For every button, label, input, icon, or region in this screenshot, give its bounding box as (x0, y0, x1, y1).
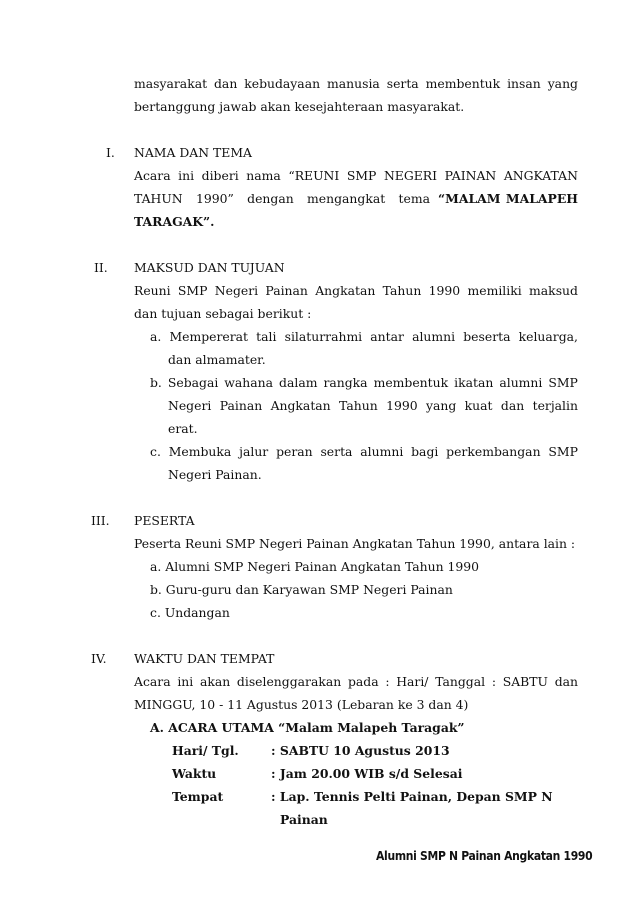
word: mengangkat (307, 191, 386, 206)
word: Sebagai (167, 375, 219, 390)
word: : (385, 674, 390, 689)
word: “REUNI (288, 168, 340, 183)
word: NEGERI (383, 168, 437, 183)
word: diselenggarakan (236, 674, 342, 689)
word: wahana (224, 375, 274, 390)
word: dan (500, 398, 525, 413)
word: yang (547, 76, 578, 91)
word: keluarga, (518, 329, 578, 344)
section-4-subtitle-a: A. ACARA UTAMA “Malam Malapeh Taragak” (150, 720, 465, 735)
section-2-item-b-line-2 (168, 398, 578, 414)
section-4-number: IV. (91, 651, 107, 666)
word: kebudayaan (244, 76, 321, 91)
word: Painan (265, 283, 308, 298)
page-footer: Alumni SMP N Painan Angkatan 1990 (376, 849, 593, 863)
intro-line-2: bertanggung jawab akan kesejahteraan masyarakat. (134, 99, 465, 114)
word: : (491, 674, 496, 689)
word: Angkatan (315, 283, 376, 298)
word: masyarakat (134, 76, 208, 91)
word: membentuk (373, 375, 449, 390)
detail-value-place: : Lap. Tennis Pelti Painan, Depan SMP N (271, 789, 553, 804)
word: PAINAN (444, 168, 497, 183)
section-2-line-1 (134, 283, 578, 299)
word: alumni (412, 329, 456, 344)
word: insan (507, 76, 541, 91)
word: alumni (499, 375, 543, 390)
word: maksud (529, 283, 578, 298)
word: Angkatan (270, 398, 331, 413)
word: Negeri (214, 283, 259, 298)
section-1-title: NAMA DAN TEMA (134, 145, 252, 160)
word: jalur (239, 444, 269, 459)
word: serta (386, 76, 419, 91)
word: tema (398, 191, 430, 206)
word: dan (554, 674, 578, 689)
word: SMP (548, 444, 578, 459)
word: ikatan (454, 375, 494, 390)
section-3-item-c: c. Undangan (150, 605, 230, 620)
word: 1990 (386, 398, 418, 413)
word: Acara (134, 674, 171, 689)
detail-value-time: : Jam 20.00 WIB s/d Selesai (271, 766, 463, 781)
word: Tahun (339, 398, 378, 413)
word: memiliki (467, 283, 522, 298)
section-1-line-2-plain (134, 191, 430, 207)
word: peran (276, 444, 313, 459)
word: antar (370, 329, 404, 344)
word: beserta (463, 329, 511, 344)
word: dengan (247, 191, 294, 206)
word: silaturrahmi (284, 329, 363, 344)
word: a. (150, 329, 162, 344)
word: SMP (177, 283, 208, 298)
word: akan (199, 674, 231, 689)
word: Mempererat (169, 329, 249, 344)
word: Painan (219, 398, 263, 413)
word: Tanggal (435, 674, 486, 689)
word: ANGKATAN (503, 168, 578, 183)
detail-label-date: Hari/ Tgl. (172, 743, 239, 758)
section-3-title: PESERTA (134, 513, 195, 528)
word: bagi (411, 444, 439, 459)
detail-value-date: : SABTU 10 Agustus 2013 (271, 743, 450, 758)
section-3-item-b: b. Guru-guru dan Karyawan SMP Negeri Painan (150, 582, 453, 597)
section-2-item-b-line-3: erat. (168, 421, 198, 436)
detail-label-place: Tempat (172, 789, 224, 804)
section-3-number: III. (91, 513, 110, 528)
word: Tahun (382, 283, 422, 298)
word: serta (320, 444, 353, 459)
word: Hari/ (396, 674, 429, 689)
word: SMP (548, 375, 578, 390)
word: MALAPEH (505, 191, 578, 206)
section-2-item-b-line-1 (150, 375, 578, 391)
section-4-line-2: MINGGU, 10 - 11 Agustus 2013 (Lebaran ke 3 dan 4) (134, 697, 469, 712)
word: SMP (346, 168, 377, 183)
word: ini (178, 168, 195, 183)
word: c. (150, 444, 161, 459)
word: nama (246, 168, 281, 183)
section-1-line-2 (134, 191, 578, 207)
section-3-item-a: a. Alumni SMP Negeri Painan Angkatan Tahun 1990 (150, 559, 480, 574)
section-1-line-1 (134, 168, 578, 184)
section-2-item-c-line-1 (150, 444, 578, 460)
word: Negeri (168, 398, 212, 413)
word: alumni (360, 444, 404, 459)
word: perkembangan (446, 444, 541, 459)
word: kuat (464, 398, 493, 413)
word: pada (347, 674, 379, 689)
section-2-item-a-line-2: dan almamater. (168, 352, 266, 367)
word: dalam (279, 375, 318, 390)
section-2-title: MAKSUD DAN TUJUAN (134, 260, 285, 275)
word: b. (150, 375, 162, 390)
word: ini (177, 674, 194, 689)
word: diberi (201, 168, 239, 183)
word: Acara (134, 168, 171, 183)
word: Reuni (134, 283, 171, 298)
section-1-line-2-bold (438, 191, 578, 207)
section-4-line-1 (134, 674, 578, 690)
word: 1990” (195, 191, 234, 206)
detail-label-time: Waktu (172, 766, 217, 781)
section-1-line-3: TARAGAK”. (134, 214, 215, 229)
detail-value-place-cont: Painan (280, 812, 328, 827)
section-1-number: I. (106, 145, 115, 160)
word: 1990 (428, 283, 461, 298)
word: dan (214, 76, 238, 91)
section-3-line-1: Peserta Reuni SMP Negeri Painan Angkatan Tahun 1990, antara lain : (134, 536, 576, 551)
section-2-line-2: dan tujuan sebagai berikut : (134, 306, 312, 321)
word: Membuka (168, 444, 232, 459)
word: terjalin (532, 398, 578, 413)
section-2-item-c-line-2: Negeri Painan. (168, 467, 262, 482)
word: manusia (326, 76, 380, 91)
word: “MALAM (438, 191, 501, 206)
section-2-item-a-line-1 (150, 329, 578, 345)
word: membentuk (425, 76, 501, 91)
word: TAHUN (134, 191, 183, 206)
word: rangka (323, 375, 368, 390)
word: SABTU (502, 674, 548, 689)
section-2-number: II. (94, 260, 108, 275)
section-4-title: WAKTU DAN TEMPAT (134, 651, 275, 666)
word: yang (425, 398, 457, 413)
intro-line-1 (134, 76, 578, 92)
word: tali (256, 329, 277, 344)
